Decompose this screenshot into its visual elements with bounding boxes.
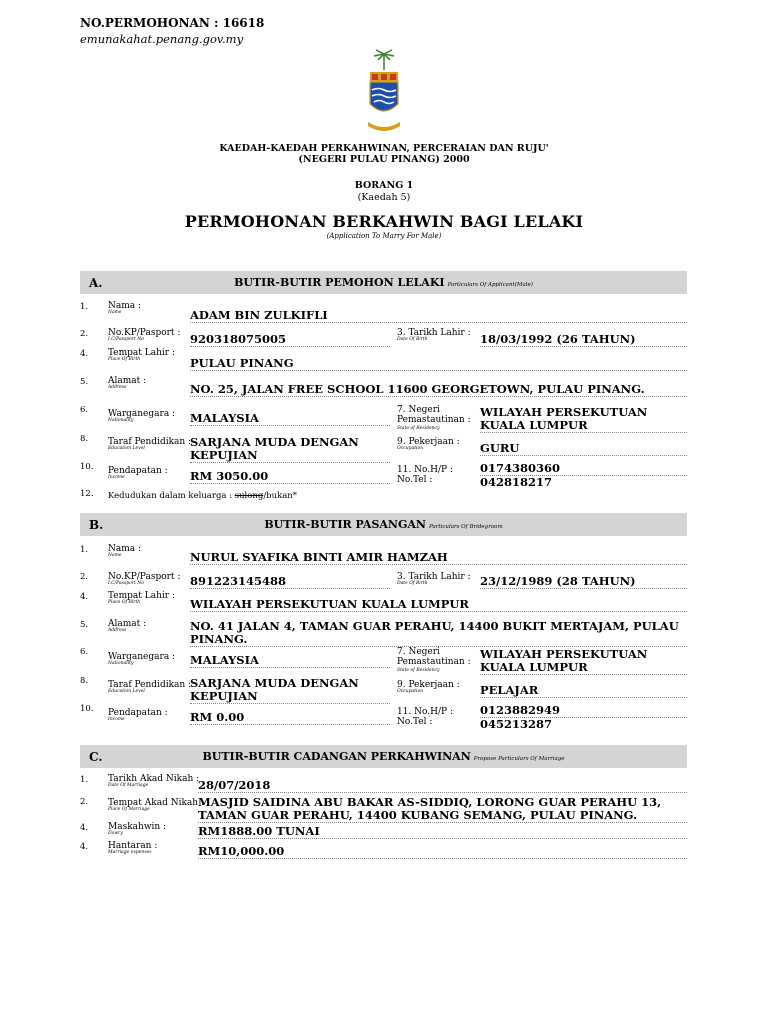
label-text: 11. No.H/P : xyxy=(397,465,453,475)
label-en: State of Residency xyxy=(397,668,440,673)
item-number: 1. xyxy=(80,775,89,785)
label-en: Education Level xyxy=(108,689,145,694)
applicant-name-value: ADAM BIN ZULKIFLI xyxy=(190,309,687,323)
label-text: No.KP/Pasport : xyxy=(108,328,181,338)
label-text: Tempat Akad Nikah : xyxy=(108,798,204,808)
label-en: Place Of Marriage xyxy=(108,807,150,812)
label-text: No.KP/Pasport : xyxy=(108,572,181,582)
dowry-value: RM1888.00 TUNAI xyxy=(198,825,687,839)
section-letter: B. xyxy=(89,518,104,532)
section-title xyxy=(120,750,647,763)
label-en: Date Of Birth xyxy=(397,337,428,342)
ic-label xyxy=(108,328,180,342)
spouse-residency-value: WILAYAH PERSEKUTUAN KUALA LUMPUR xyxy=(480,648,687,675)
penang-crest-icon xyxy=(366,48,402,134)
label-en: Nationality xyxy=(108,661,134,666)
regulation-line-2: (NEGERI PULAU PINANG) 2000 xyxy=(298,154,470,165)
label-text: Tempat Lahir : xyxy=(108,348,175,358)
section-title-text: BUTIR-BUTIR PASANGAN xyxy=(264,518,426,531)
item-number: 4. xyxy=(80,349,89,359)
applicant-residency-value: WILAYAH PERSEKUTUAN KUALA LUMPUR xyxy=(480,406,687,433)
spouse-income-value: RM 0.00 xyxy=(190,711,390,725)
residency-label xyxy=(397,405,471,434)
label-en: Place Of Birth xyxy=(108,600,141,605)
website: emunakahat.penang.gov.my xyxy=(80,32,244,46)
label-text: Warganegara : xyxy=(108,652,176,662)
label-en: Occupation xyxy=(397,689,424,694)
item-number: 2. xyxy=(80,572,89,582)
label-en: State of Residency xyxy=(397,426,440,431)
label-text: 7. Negeri xyxy=(397,405,440,415)
label-text: Pendapatan : xyxy=(108,708,168,718)
label-text: 11. No.H/P : xyxy=(397,707,453,717)
item-number: 6. xyxy=(80,405,89,415)
label-text: Nama : xyxy=(108,544,142,554)
section-b-header xyxy=(80,513,687,536)
applicant-income-value: RM 3050.00 xyxy=(190,470,390,484)
income-label xyxy=(108,466,168,480)
label-text: Alamat : xyxy=(108,619,147,629)
applicant-education-value: SARJANA MUDA DENGAN KEPUJIAN xyxy=(190,436,390,463)
item-number: 2. xyxy=(80,797,89,807)
item-number: 4. xyxy=(80,842,89,852)
section-title-en: Particulars Of Applicant(Male) xyxy=(447,282,533,288)
spouse-occupation-value: PELAJAR xyxy=(480,684,687,698)
section-title-text: BUTIR-BUTIR CADANGAN PERKAHWINAN xyxy=(202,750,471,763)
dob-label xyxy=(397,572,471,586)
section-title xyxy=(120,518,647,531)
note-struck: sulong xyxy=(234,491,264,501)
label-text: Tempat Lahir : xyxy=(108,591,175,601)
item-number: 4. xyxy=(80,823,89,833)
label-en: Place Of Birth xyxy=(108,357,141,362)
label-text: 3. Tarikh Lahir : xyxy=(397,328,471,338)
label-en: Date Of Marriage xyxy=(108,783,149,788)
section-title xyxy=(120,276,647,289)
pob-label xyxy=(108,348,175,362)
applicant-address-value: NO. 25, JALAN FREE SCHOOL 11600 GEORGETOWN, PULAU PINANG. xyxy=(190,383,687,397)
label-en: I.C/Passport No xyxy=(108,581,144,586)
label-en: Address xyxy=(108,628,127,633)
item-number: 8. xyxy=(80,676,89,686)
label-en: Name xyxy=(108,553,122,558)
family-position-note xyxy=(108,491,297,501)
spouse-name-value: NURUL SYAFIKA BINTI AMIR HAMZAH xyxy=(190,551,687,565)
income-label xyxy=(108,708,168,722)
phone-label xyxy=(397,707,453,727)
akad-place-label xyxy=(108,798,204,812)
dowry-label xyxy=(108,822,166,836)
name-label xyxy=(108,544,141,558)
akad-date-label xyxy=(108,774,199,788)
applicant-tel-value: 042818217 xyxy=(480,475,553,489)
phone-label xyxy=(397,465,453,485)
residency-label xyxy=(397,647,471,676)
regulation-line-1: KAEDAH-KAEDAH PERKAHWINAN, PERCERAIAN DAN RUJU' xyxy=(219,143,549,154)
section-letter: A. xyxy=(89,276,103,290)
item-number: 10. xyxy=(80,704,94,714)
label-text: Pemastautinan : xyxy=(397,415,471,425)
label-en: Education Level xyxy=(108,446,145,451)
applicant-occupation-value: GURU xyxy=(480,442,687,456)
item-number: 2. xyxy=(80,329,89,339)
item-number: 10. xyxy=(80,462,94,472)
spouse-hp-value: 0123882949 xyxy=(480,704,687,718)
section-title-en: Particulars Of Bridegroom xyxy=(428,524,503,530)
applicant-ic-value: 920318075005 xyxy=(190,333,390,347)
nationality-label xyxy=(108,409,175,423)
label-en: Occupation xyxy=(397,446,424,451)
label-text: Taraf Pendidikan : xyxy=(108,437,192,447)
applicant-pob-value: PULAU PINANG xyxy=(190,357,687,371)
spouse-address-value: NO. 41 JALAN 4, TAMAN GUAR PERAHU, 14400 BUKIT MERTAJAM, PULAU PINANG. xyxy=(190,620,687,647)
akad-date-value: 28/07/2018 xyxy=(198,779,687,793)
label-text: Hantaran : xyxy=(108,841,158,851)
education-label xyxy=(108,437,191,451)
applicant-hp-value: 0174380360 xyxy=(480,462,687,476)
label-text: 9. Pekerjaan : xyxy=(397,437,460,447)
nationality-label xyxy=(108,652,175,666)
application-number: NO.PERMOHONAN : 16618 xyxy=(80,16,265,30)
section-c-header xyxy=(80,745,687,768)
address-label xyxy=(108,376,146,390)
label-text: No.Tel : xyxy=(397,717,433,727)
label-en: Income xyxy=(108,717,125,722)
item-number: 12. xyxy=(80,489,94,499)
page-title: PERMOHONAN BERKAHWIN BAGI LELAKI xyxy=(184,212,584,231)
akad-place-value: MASJID SAIDINA ABU BAKAR AS-SIDDIQ, LORONG GUAR PERAHU 13, TAMAN GUAR PERAHU, 14400 KUBANG SEMANG, PULAU PINANG. xyxy=(198,796,687,823)
label-text: Tarikh Akad Nikah : xyxy=(108,774,200,784)
label-en: Marriage expenses xyxy=(108,850,152,855)
label-text: Warganegara : xyxy=(108,409,176,419)
spouse-tel-value: 045213287 xyxy=(480,717,553,731)
spouse-ic-value: 891223145488 xyxy=(190,575,390,589)
page-subtitle: (Application To Marry For Male) xyxy=(326,232,442,240)
occupation-label xyxy=(397,437,460,451)
name-label xyxy=(108,301,141,315)
item-number: 5. xyxy=(80,377,89,387)
label-en: Nationality xyxy=(108,418,134,423)
label-text: 7. Negeri xyxy=(397,647,440,657)
applicant-nationality-value: MALAYSIA xyxy=(190,412,390,426)
label-text: Pendapatan : xyxy=(108,466,168,476)
spouse-nationality-value: MALAYSIA xyxy=(190,654,390,668)
section-title-text: BUTIR-BUTIR PEMOHON LELAKI xyxy=(234,276,445,289)
item-number: 8. xyxy=(80,434,89,444)
applicant-dob-value: 18/03/1992 (26 TAHUN) xyxy=(480,333,687,347)
label-en: I.C/Passport No xyxy=(108,337,144,342)
label-text: Maskahwin : xyxy=(108,822,167,832)
occupation-label xyxy=(397,680,460,694)
item-number: 4. xyxy=(80,592,89,602)
form-number: BORANG 1 xyxy=(354,180,414,191)
label-en: Date Of Birth xyxy=(397,581,428,586)
section-letter: C. xyxy=(89,750,103,764)
expenses-label xyxy=(108,841,157,855)
section-title-en: Propose Particulars Of Marriage xyxy=(473,756,565,762)
dob-label xyxy=(397,328,471,342)
expenses-value: RM10,000.00 xyxy=(198,845,687,859)
label-text: Nama : xyxy=(108,301,142,311)
pob-label xyxy=(108,591,175,605)
spouse-pob-value: WILAYAH PERSEKUTUAN KUALA LUMPUR xyxy=(190,598,687,612)
item-number: 1. xyxy=(80,302,89,312)
item-number: 5. xyxy=(80,620,89,630)
label-en: Address xyxy=(108,385,127,390)
label-text: Alamat : xyxy=(108,376,147,386)
label-text: No.Tel : xyxy=(397,475,433,485)
rule-reference: (Kaedah 5) xyxy=(357,192,411,203)
ic-label xyxy=(108,572,180,586)
item-number: 1. xyxy=(80,545,89,555)
note-suffix: /bukan* xyxy=(263,491,298,501)
label-en: Dowry xyxy=(108,831,123,836)
address-label xyxy=(108,619,146,633)
note-prefix: Kedudukan dalam keluarga : xyxy=(108,491,235,501)
education-label xyxy=(108,680,191,694)
label-text: Taraf Pendidikan : xyxy=(108,680,192,690)
spouse-education-value: SARJANA MUDA DENGAN KEPUJIAN xyxy=(190,677,390,704)
label-text: 3. Tarikh Lahir : xyxy=(397,572,471,582)
item-number: 6. xyxy=(80,647,89,657)
label-text: Pemastautinan : xyxy=(397,657,471,667)
label-en: Name xyxy=(108,310,122,315)
spouse-dob-value: 23/12/1989 (28 TAHUN) xyxy=(480,575,687,589)
label-text: 9. Pekerjaan : xyxy=(397,680,460,690)
section-a-header xyxy=(80,271,687,294)
label-en: Income xyxy=(108,475,125,480)
